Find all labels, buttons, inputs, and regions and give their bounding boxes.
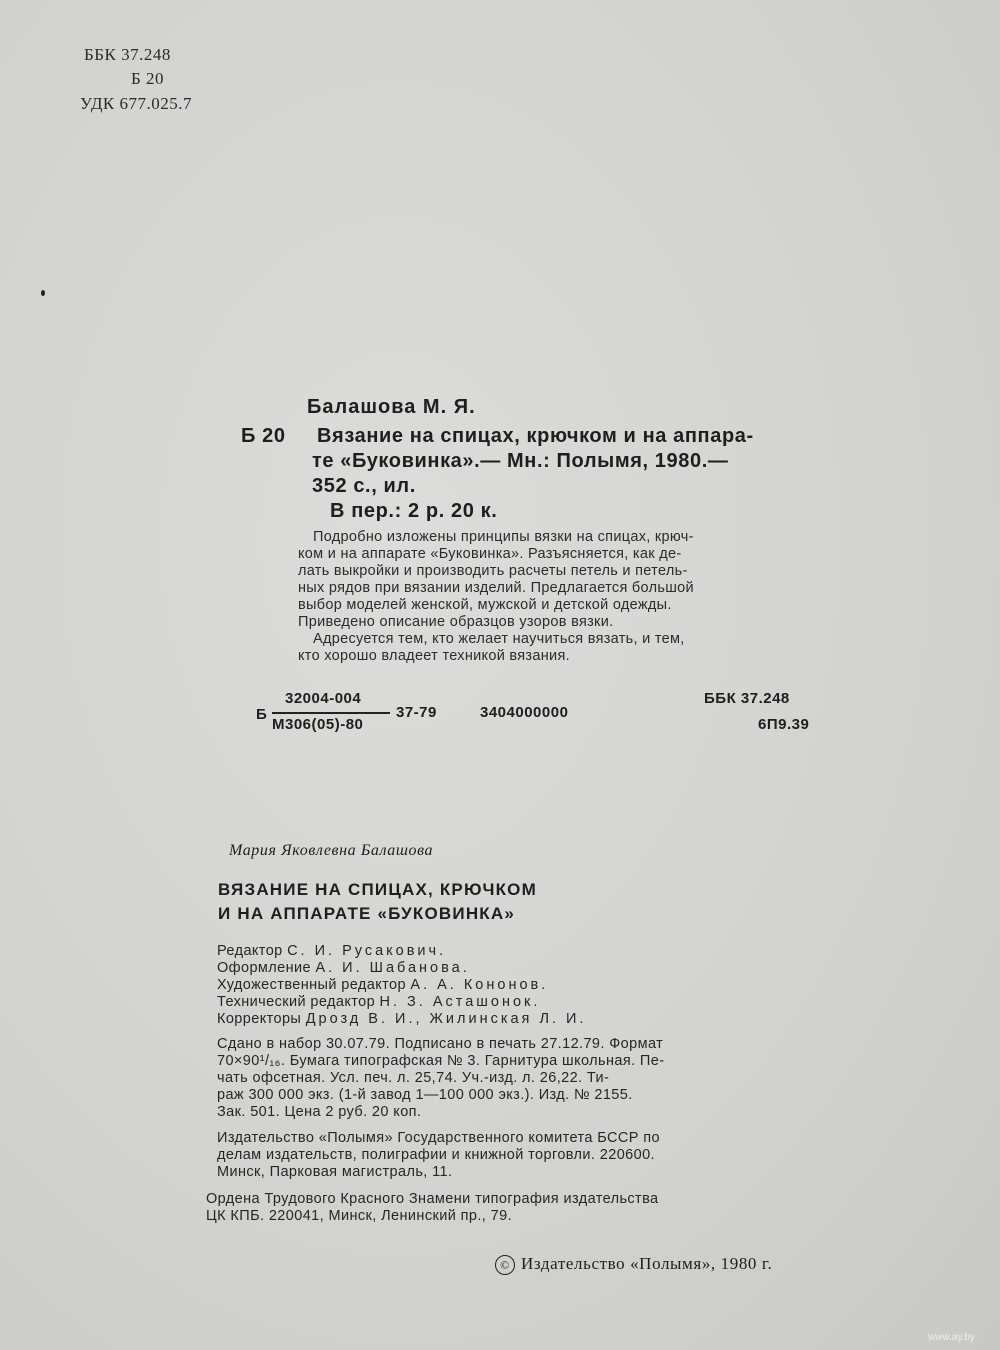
copyright-line	[495, 1254, 772, 1275]
abstract-line: Подробно изложены принципы вязки на спицах, крюч-	[313, 529, 694, 545]
book-title-line-1: ВЯЗАНИЕ НА СПИЦАХ, КРЮЧКОМ	[218, 880, 537, 899]
credit-role: Художественный редактор	[217, 977, 406, 993]
code-suffix: 37-79	[396, 704, 437, 721]
credit-line	[217, 994, 540, 1011]
udk-code: УДК 677.025.7	[80, 94, 193, 113]
publisher-line: делам издательств, полиграфии и книжной торговли. 220600.	[217, 1147, 655, 1163]
copyright-text: Издательство «Полымя», 1980 г.	[521, 1254, 773, 1273]
credit-name: Н. З. Асташонок.	[379, 994, 541, 1010]
print-details-line: Сдано в набор 30.07.79. Подписано в печать 27.12.79. Формат	[217, 1036, 664, 1052]
code-number: 3404000000	[480, 704, 569, 721]
credit-line	[217, 1011, 586, 1028]
copyright-icon: ©	[495, 1255, 515, 1275]
print-details-line: раж 300 000 экз. (1-й завод 1—100 000 экз.). Изд. № 2155.	[217, 1087, 633, 1103]
card-pages: 352 с., ил.	[312, 475, 416, 497]
publisher-line: Издательство «Полымя» Государственного комитета БССР по	[217, 1130, 660, 1146]
code-denominator: М306(05)-80	[272, 716, 364, 733]
card-author: Балашова М. Я.	[307, 396, 476, 418]
credit-name: Дрозд В. И., Жилинская Л. И.	[305, 1011, 587, 1027]
publisher-line: Минск, Парковая магистраль, 11.	[217, 1164, 453, 1180]
credit-name: С. И. Русакович.	[287, 943, 447, 959]
abstract-line: Приведено описание образцов узоров вязки.	[298, 614, 614, 630]
card-price: В пер.: 2 р. 20 к.	[330, 500, 498, 522]
abstract-line: лать выкройки и производить расчеты петель и петель-	[298, 563, 688, 579]
credit-line	[217, 943, 446, 960]
credit-name: А. И. Шабанова.	[315, 960, 470, 976]
credit-line	[217, 977, 548, 994]
code-numerator: 32004-004	[285, 690, 362, 707]
print-details-line: чать офсетная. Усл. печ. л. 25,74. Уч.-изд. л. 26,22. Ти-	[217, 1070, 610, 1086]
abstract-line: ком и на аппарате «Буковинка». Разъясняется, как де-	[298, 546, 682, 562]
abstract-line: Адресуется тем, кто желает научиться вязать, и тем,	[313, 631, 685, 647]
print-details-line: 70×90¹/₁₆. Бумага типографская № 3. Гарнитура школьная. Пе-	[217, 1053, 665, 1069]
bbk-code: ББК 37.248	[84, 45, 171, 64]
abstract-line: выбор моделей женской, мужской и детской одежды.	[298, 597, 672, 613]
credit-role: Оформление	[217, 960, 312, 976]
print-details-line: Зак. 501. Цена 2 руб. 20 коп.	[217, 1104, 422, 1120]
author-full-name: Мария Яковлевна Балашова	[229, 842, 434, 859]
code-bbk: ББК 37.248	[704, 690, 790, 707]
abstract-line: кто хорошо владеет техникой вязания.	[298, 648, 570, 664]
credit-role: Корректоры	[217, 1011, 302, 1027]
watermark: www.ay.by	[928, 1332, 976, 1343]
card-index: Б 20	[241, 425, 286, 447]
code-bbk-sub: 6П9.39	[758, 716, 810, 733]
code-prefix: Б	[256, 706, 268, 723]
card-title-line-1: Вязание на спицах, крючком и на аппара-	[317, 425, 754, 447]
catalog-index: Б 20	[131, 69, 165, 88]
abstract-line: ных рядов при вязании изделий. Предлагается большой	[298, 580, 694, 596]
book-title-line-2: И НА АППАРАТЕ «БУКОВИНКА»	[218, 904, 516, 923]
printer-line: Ордена Трудового Красного Знамени типография издательства	[206, 1191, 659, 1207]
printer-line: ЦК КПБ. 220041, Минск, Ленинский пр., 79.	[206, 1208, 512, 1224]
card-title-line-2: те «Буковинка».— Мн.: Полымя, 1980.—	[312, 450, 729, 472]
credit-line	[217, 960, 470, 977]
paper-speck	[41, 290, 45, 296]
fraction-bar	[272, 712, 390, 714]
credit-role: Технический редактор	[217, 994, 376, 1010]
credit-role: Редактор	[217, 943, 283, 959]
credit-name: А. А. Кононов.	[410, 977, 549, 993]
